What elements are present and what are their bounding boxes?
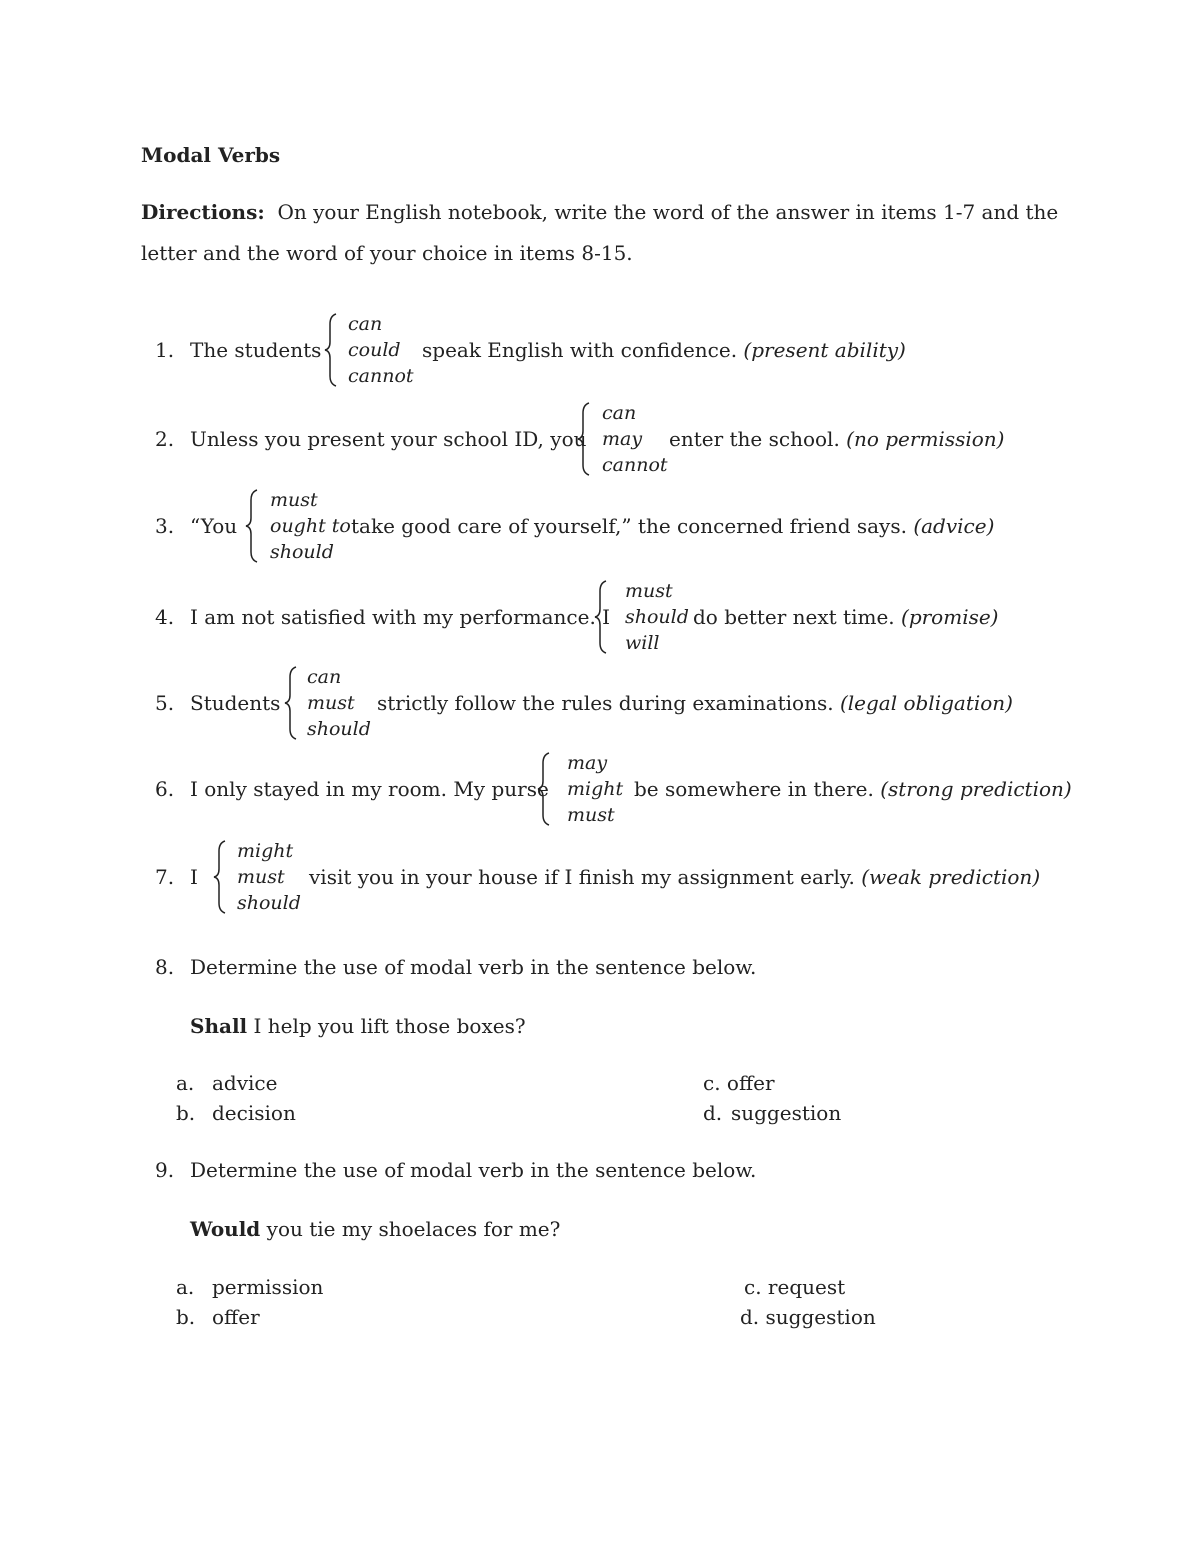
modal-options	[625, 578, 689, 656]
page-title: Modal Verbs	[141, 143, 281, 167]
option: will	[625, 632, 660, 654]
item-lead: I only stayed in my room. My purse	[190, 777, 549, 801]
item-rest-text: do better next time.	[693, 605, 895, 629]
item-rest-text: speak English with confidence.	[422, 338, 738, 362]
item-number: 3.	[155, 514, 175, 538]
item-lead: The students	[190, 338, 322, 362]
option: must	[237, 866, 285, 888]
choice-text: offer	[726, 1071, 775, 1095]
item-rest-text: visit you in your house if I finish my assignment early.	[309, 865, 855, 889]
choice-text: request	[767, 1275, 846, 1299]
item-lead: Students	[190, 691, 281, 715]
question-number: 8.	[155, 955, 175, 979]
choice-b[interactable]	[176, 1305, 260, 1329]
choice-letter: a.	[176, 1071, 195, 1095]
item-rest	[422, 338, 906, 362]
brace-icon	[594, 579, 608, 655]
question-8	[155, 955, 756, 979]
option: can	[602, 402, 637, 424]
item-hint: (promise)	[901, 605, 999, 629]
choice-letter: b.	[176, 1101, 196, 1125]
item-number: 6.	[155, 777, 175, 801]
choice-letter: d.	[703, 1101, 723, 1125]
option: must	[625, 580, 673, 602]
option: should	[625, 606, 689, 628]
option: may	[567, 752, 608, 774]
brace-icon	[245, 488, 259, 564]
directions-text: On your English notebook, write the word of the answer in items 1-7 and the letter and the word of your choice in items 8-15.	[141, 200, 1059, 265]
item-5	[141, 663, 1141, 743]
option: must	[270, 489, 318, 511]
item-6	[141, 749, 1141, 829]
item-rest-text: enter the school.	[669, 427, 840, 451]
item-number: 5.	[155, 691, 175, 715]
option: could	[348, 339, 401, 361]
brace-icon	[324, 312, 338, 388]
item-rest	[634, 777, 1072, 801]
question-prompt: Determine the use of modal verb in the sentence below.	[190, 1158, 757, 1182]
choice-text: suggestion	[731, 1101, 842, 1125]
choice-letter: b.	[176, 1305, 196, 1329]
item-lead: Unless you present your school ID, you	[190, 427, 587, 451]
item-hint: (strong prediction)	[880, 777, 1072, 801]
item-rest-text: strictly follow the rules during examinations.	[377, 691, 834, 715]
brace-icon	[577, 401, 591, 477]
modal-options	[567, 750, 623, 828]
choice-letter: c.	[703, 1071, 721, 1095]
item-2	[141, 399, 1141, 479]
modal-options	[307, 664, 371, 742]
item-3	[141, 486, 1141, 566]
choice-letter: a.	[176, 1275, 195, 1299]
choice-letter: d.	[740, 1305, 760, 1329]
choice-text: decision	[212, 1101, 296, 1125]
modal-options	[348, 311, 414, 389]
directions	[141, 192, 1071, 274]
brace-icon	[537, 751, 551, 827]
option: cannot	[348, 365, 414, 387]
item-lead: I	[190, 865, 198, 889]
item-rest-text: be somewhere in there.	[634, 777, 874, 801]
choice-c[interactable]	[703, 1071, 775, 1095]
option: might	[567, 778, 624, 800]
question-9	[155, 1158, 756, 1182]
question-8-sentence	[190, 1014, 526, 1038]
sentence-rest: I help you lift those boxes?	[247, 1014, 526, 1038]
option: must	[567, 804, 615, 826]
item-rest-text: take good care of yourself,” the concerned friend says.	[351, 514, 907, 538]
choice-a[interactable]	[176, 1275, 323, 1299]
modal-options	[270, 487, 351, 565]
item-lead: I am not satisfied with my performance. I	[190, 605, 611, 629]
item-1	[141, 310, 1141, 390]
question-number: 9.	[155, 1158, 175, 1182]
option: can	[307, 666, 342, 688]
option: should	[307, 718, 371, 740]
choice-b[interactable]	[176, 1101, 296, 1125]
brace-icon	[284, 665, 298, 741]
question-9-sentence	[190, 1217, 560, 1241]
item-7	[141, 837, 1141, 917]
option: may	[602, 428, 643, 450]
item-rest	[693, 605, 999, 629]
choice-d[interactable]	[740, 1305, 876, 1329]
item-number: 2.	[155, 427, 175, 451]
item-rest	[377, 691, 1013, 715]
item-number: 1.	[155, 338, 175, 362]
choice-text: suggestion	[765, 1305, 876, 1329]
option: ought to	[270, 515, 351, 537]
option: cannot	[602, 454, 668, 476]
item-4	[141, 577, 1141, 657]
option: might	[237, 840, 294, 862]
item-hint: (present ability)	[743, 338, 906, 362]
item-number: 4.	[155, 605, 175, 629]
modal-options	[602, 400, 668, 478]
modal-word: Would	[190, 1217, 261, 1241]
choice-a[interactable]	[176, 1071, 277, 1095]
sentence-rest: you tie my shoelaces for me?	[260, 1217, 561, 1241]
option: can	[348, 313, 383, 335]
choice-c[interactable]	[744, 1275, 845, 1299]
option: should	[270, 541, 334, 563]
option: must	[307, 692, 355, 714]
modal-options	[237, 838, 301, 916]
choice-d[interactable]	[703, 1101, 841, 1125]
modal-word: Shall	[190, 1014, 248, 1038]
item-hint: (legal obligation)	[839, 691, 1013, 715]
item-hint: (advice)	[913, 514, 995, 538]
question-prompt: Determine the use of modal verb in the sentence below.	[190, 955, 757, 979]
item-hint: (weak prediction)	[861, 865, 1041, 889]
item-hint: (no permission)	[846, 427, 1005, 451]
item-number: 7.	[155, 865, 175, 889]
choice-letter: c.	[744, 1275, 762, 1299]
choice-text: permission	[212, 1275, 324, 1299]
item-rest	[351, 514, 994, 538]
item-rest	[669, 427, 1004, 451]
option: should	[237, 892, 301, 914]
choice-text: offer	[212, 1305, 260, 1329]
brace-icon	[213, 839, 227, 915]
item-rest	[309, 865, 1040, 889]
choice-text: advice	[212, 1071, 278, 1095]
item-lead: “You	[190, 514, 238, 538]
directions-label: Directions:	[141, 200, 265, 224]
